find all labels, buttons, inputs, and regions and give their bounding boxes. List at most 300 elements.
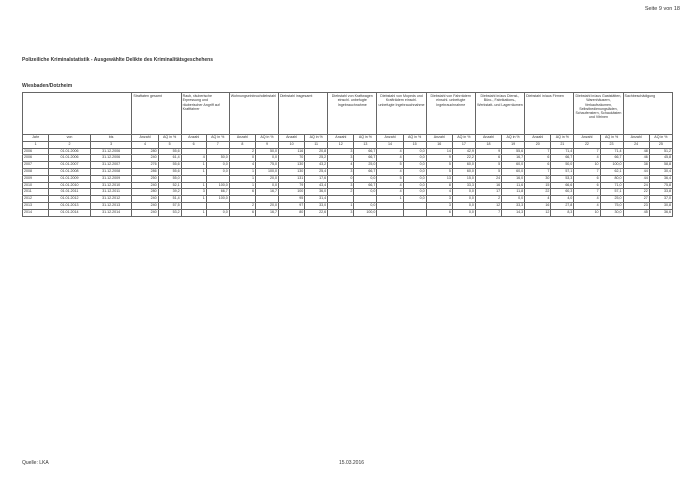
column-number-cell: 21 (551, 141, 574, 148)
column-number-cell: 15 (403, 141, 426, 148)
value-cell (328, 196, 354, 203)
value-cell: 8,3 (551, 209, 574, 216)
value-cell: 0,0 (206, 162, 229, 169)
value-cell: 66,7 (354, 182, 377, 189)
table-row (23, 168, 673, 175)
subheader-cell: Anzahl (623, 135, 649, 142)
subheader-cell: AQ in % (305, 135, 328, 142)
column-number-cell: 6 (181, 141, 206, 148)
value-cell: 5 (377, 175, 403, 182)
value-cell: 30,0 (600, 209, 623, 216)
value-cell: 1 (181, 168, 206, 175)
date-to-cell: 31.12.2010 (90, 182, 132, 189)
table-row (23, 175, 673, 182)
column-number-cell: 8 (229, 141, 255, 148)
value-cell: 4 (377, 182, 403, 189)
value-cell: 95 (278, 196, 304, 203)
year-cell: 2006 (23, 155, 49, 162)
date-from-cell: 01.01.2013 (49, 202, 91, 209)
header-cell: Diebstahl in/aus Firmen (525, 93, 574, 135)
value-cell: 240 (132, 209, 158, 216)
value-cell: 71,0 (600, 182, 623, 189)
value-cell: 5 (475, 168, 501, 175)
value-cell: 75,8 (649, 182, 672, 189)
value-cell: 6 (525, 155, 551, 162)
value-cell: 6 (574, 175, 600, 182)
value-cell: 0,0 (403, 196, 426, 203)
header-cell: Diebstahl in/aus Gaststätten, Warenhäusern, Verkaufsräumen, Selbstbedienungsläden, Schaufenstern, Schaukästen und Vitrinen (574, 93, 623, 135)
value-cell: 31,4 (305, 196, 328, 203)
value-cell: 71,4 (600, 148, 623, 155)
date-to-cell: 31.12.2009 (90, 175, 132, 182)
date-from-cell: 01.01.2007 (49, 162, 91, 169)
column-number-cell: 1 (23, 141, 49, 148)
value-cell: 36,6 (649, 209, 672, 216)
value-cell: 11,8 (502, 189, 525, 196)
value-cell: 23 (623, 202, 649, 209)
value-cell: 57,5 (158, 202, 181, 209)
value-cell: 6 (475, 155, 501, 162)
value-cell: 80 (278, 209, 304, 216)
value-cell: 3 (426, 196, 452, 203)
value-cell: 27 (623, 196, 649, 203)
value-cell: 22,6 (305, 209, 328, 216)
value-cell: 0,0 (403, 189, 426, 196)
value-cell: 30,4 (649, 168, 672, 175)
value-cell: 50,0 (206, 155, 229, 162)
value-cell (377, 209, 403, 216)
year-cell: 2014 (23, 209, 49, 216)
value-cell (206, 175, 229, 182)
value-cell: 0,0 (452, 202, 475, 209)
subheader-cell: Anzahl (525, 135, 551, 142)
table-row (23, 155, 673, 162)
column-number-cell: 18 (475, 141, 501, 148)
value-cell: 5 (377, 162, 403, 169)
date-to-cell: 31.12.2012 (90, 196, 132, 203)
column-number-cell: 13 (354, 141, 377, 148)
value-cell: 45 (623, 209, 649, 216)
value-cell: 0,0 (255, 182, 278, 189)
value-cell: 1 (229, 182, 255, 189)
value-cell: 7 (475, 209, 501, 216)
column-number-cell: 11 (305, 141, 328, 148)
value-cell: 53,3 (551, 175, 574, 182)
value-cell: 27,8 (551, 202, 574, 209)
table-row (23, 148, 673, 155)
print-date: 15.03.2016 (339, 460, 365, 466)
subheader-row (23, 135, 673, 142)
value-cell: 44 (623, 168, 649, 175)
value-cell: 2 (328, 189, 354, 196)
value-cell (403, 202, 426, 209)
value-cell: 1 (181, 162, 206, 169)
column-number-cell: 23 (600, 141, 623, 148)
year-cell: 2010 (23, 182, 49, 189)
value-cell: 3 (181, 189, 206, 196)
value-cell: 38 (623, 162, 649, 169)
date-to-cell: 31.12.2008 (90, 168, 132, 175)
value-cell: 2 (475, 196, 501, 203)
value-cell: 0,0 (206, 209, 229, 216)
subheader-cell: AQ in % (255, 135, 278, 142)
subheader-cell: Anzahl (132, 135, 158, 142)
value-cell: 100,0 (600, 162, 623, 169)
value-cell: 7 (574, 189, 600, 196)
value-cell: 43,2 (305, 162, 328, 169)
value-cell: 4 (377, 168, 403, 175)
value-cell: 55,0 (158, 175, 181, 182)
value-cell: 66,7 (600, 155, 623, 162)
value-cell: 60,3 (551, 189, 574, 196)
header-cell: Diebstahl von Mopeds und Krafträdern einschl. unbefugte Ingebrauchnahme (377, 93, 426, 135)
column-number-cell: 16 (426, 141, 452, 148)
value-cell: 66,7 (354, 168, 377, 175)
value-cell: 25,0 (354, 162, 377, 169)
value-cell: 9 (426, 155, 452, 162)
subheader-cell: Anzahl (181, 135, 206, 142)
value-cell: 116 (278, 148, 304, 155)
value-cell: 6 (574, 182, 600, 189)
subheader-cell: Anzahl (328, 135, 354, 142)
value-cell: 30,8 (649, 202, 672, 209)
value-cell: 66,7 (551, 155, 574, 162)
column-number-cell: 3 (90, 141, 132, 148)
value-cell (181, 202, 206, 209)
value-cell: 22 (623, 189, 649, 196)
header-blank (23, 93, 132, 135)
value-cell: 0,0 (354, 189, 377, 196)
value-cell: 60,0 (502, 162, 525, 169)
value-cell: 46 (623, 155, 649, 162)
value-cell: 66,6 (551, 182, 574, 189)
value-cell: 0,0 (403, 155, 426, 162)
table-row (23, 162, 673, 169)
header-cell: Diebstahl von Fahrrädern einschl. unbefugte Ingebrauchnahme (426, 93, 475, 135)
value-cell: 16,7 (502, 155, 525, 162)
value-cell: 37,0 (649, 196, 672, 203)
value-cell: 22 (525, 189, 551, 196)
document-title: Polizeiliche Kriminalstatistik - Ausgewählte Delikte des Kriminalitätsgeschehens (22, 57, 213, 63)
header-cell: Diebstahl in/aus Dienst-, Büro-, Fabrikations-, Werkstatt- und Lagerräumen (475, 93, 524, 135)
value-cell: 45,8 (649, 155, 672, 162)
value-cell: 55,6 (158, 148, 181, 155)
value-cell: 13 (426, 175, 452, 182)
statistics-table (22, 92, 673, 217)
value-cell: 16,0 (502, 175, 525, 182)
value-cell: 4,0 (551, 196, 574, 203)
value-cell: 280 (132, 189, 158, 196)
value-cell: 250 (132, 175, 158, 182)
column-number-cell: 9 (255, 141, 278, 148)
date-from-cell: 01.01.2009 (49, 175, 91, 182)
value-cell: 4 (377, 189, 403, 196)
value-cell: 6 (426, 209, 452, 216)
value-cell: 42,9 (452, 148, 475, 155)
year-cell: 2007 (23, 162, 49, 169)
value-cell: 1 (181, 196, 206, 203)
value-cell: 6 (525, 162, 551, 169)
value-cell: 12 (475, 202, 501, 209)
value-cell: 52,1 (158, 182, 181, 189)
value-cell: 100,0 (206, 196, 229, 203)
value-cell: 4 (181, 155, 206, 162)
value-cell: 33,3 (452, 182, 475, 189)
value-cell: 15 (525, 182, 551, 189)
column-number-cell: 2 (49, 141, 91, 148)
subheader-cell: AQ in % (452, 135, 475, 142)
year-cell: 2008 (23, 168, 49, 175)
value-cell: 51,2 (649, 148, 672, 155)
value-cell: 75,0 (600, 202, 623, 209)
table-row (23, 182, 673, 189)
date-from-cell: 01.01.2014 (49, 209, 91, 216)
column-number-cell: 22 (574, 141, 600, 148)
value-cell: 14 (426, 148, 452, 155)
year-cell: 2012 (23, 196, 49, 203)
value-cell: 97 (278, 202, 304, 209)
value-cell: 8 (426, 182, 452, 189)
value-cell: 39,2 (158, 189, 181, 196)
value-cell: 286 (132, 168, 158, 175)
value-cell: 10 (574, 162, 600, 169)
year-cell: 2013 (23, 202, 49, 209)
subheader-cell: AQ in % (600, 135, 623, 142)
value-cell: 55,6 (502, 148, 525, 155)
column-number-row (23, 141, 673, 148)
column-number-cell: 20 (525, 141, 551, 148)
value-cell: 0,0 (452, 189, 475, 196)
value-cell: 50,0 (551, 162, 574, 169)
column-number-cell: 25 (649, 141, 672, 148)
value-cell: 4 (229, 162, 255, 169)
date-to-cell: 31.12.2013 (90, 202, 132, 209)
value-cell: 1 (229, 168, 255, 175)
value-cell: 2 (229, 202, 255, 209)
value-cell: 20,0 (255, 202, 278, 209)
date-from-cell: 01.01.2011 (49, 189, 91, 196)
value-cell: 0,0 (452, 209, 475, 216)
subheader-cell: AQ in % (354, 135, 377, 142)
value-cell: 1 (229, 175, 255, 182)
table-row (23, 189, 673, 196)
subheader-cell: Jahr (23, 135, 49, 142)
subheader-cell: AQ in % (403, 135, 426, 142)
date-from-cell: 01.01.2012 (49, 196, 91, 203)
date-from-cell: 01.01.2006 (49, 155, 91, 162)
column-number-cell: 12 (328, 141, 354, 148)
value-cell: 3 (328, 168, 354, 175)
value-cell: 100,0 (206, 182, 229, 189)
value-cell: 24 (475, 175, 501, 182)
table-row (23, 209, 673, 216)
value-cell: 6 (229, 189, 255, 196)
value-cell: 24 (623, 182, 649, 189)
value-cell: 7 (574, 168, 600, 175)
value-cell: 60,0 (452, 162, 475, 169)
value-cell (403, 209, 426, 216)
value-cell (181, 175, 206, 182)
header-row (23, 93, 673, 135)
value-cell: 20,8 (305, 148, 328, 155)
subheader-cell: AQ in % (551, 135, 574, 142)
header-cell: Straftaten gesamt (132, 93, 181, 135)
value-cell: 5 (426, 168, 452, 175)
date-to-cell: 31.12.2014 (90, 209, 132, 216)
value-cell: 4 (525, 196, 551, 203)
value-cell: 55,6 (158, 168, 181, 175)
value-cell: 79 (278, 182, 304, 189)
value-cell: 43,4 (305, 182, 328, 189)
value-cell: 4 (574, 202, 600, 209)
value-cell: 0,0 (403, 168, 426, 175)
value-cell: 240 (132, 196, 158, 203)
value-cell: 12 (525, 209, 551, 216)
value-cell: 36,0 (305, 189, 328, 196)
value-cell: 1 (181, 209, 206, 216)
year-cell: 2009 (23, 175, 49, 182)
date-to-cell: 31.12.2006 (90, 148, 132, 155)
value-cell: 240 (132, 182, 158, 189)
value-cell: 0,0 (354, 175, 377, 182)
header-cell: Raub, räuberische Erpressung und räuberischer Angriff auf Kraftfahrer (181, 93, 229, 135)
value-cell: 4 (328, 162, 354, 169)
value-cell: 66,7 (206, 189, 229, 196)
subheader-cell: Anzahl (426, 135, 452, 142)
header-cell: Diebstahl insgesamt (278, 93, 327, 135)
value-cell: 70 (278, 155, 304, 162)
date-from-cell: 01.01.2008 (49, 168, 91, 175)
value-cell: 17,6 (305, 175, 328, 182)
value-cell: 66,7 (354, 155, 377, 162)
column-number-cell: 5 (158, 141, 181, 148)
value-cell: 66,7 (354, 148, 377, 155)
value-cell: 75,0 (255, 162, 278, 169)
value-cell (377, 202, 403, 209)
year-cell: 2011 (23, 189, 49, 196)
page-number: Seite 9 von 18 (644, 6, 680, 12)
column-number-cell: 10 (278, 141, 304, 148)
value-cell: 0,0 (206, 168, 229, 175)
value-cell: 6 (229, 209, 255, 216)
value-cell: 0,0 (354, 202, 377, 209)
value-cell: 55,6 (158, 162, 181, 169)
value-cell: 3 (328, 209, 354, 216)
value-cell: 0 (229, 155, 255, 162)
header-cell: Wohnungseinbruchdiebstahl (229, 93, 278, 135)
value-cell: 36,4 (649, 175, 672, 182)
table-row (23, 202, 673, 209)
value-cell: 80,0 (600, 175, 623, 182)
value-cell: 61,4 (158, 155, 181, 162)
value-cell: 7 (574, 148, 600, 155)
value-cell: 48 (623, 148, 649, 155)
date-from-cell: 01.01.2010 (49, 182, 91, 189)
column-number-cell: 24 (623, 141, 649, 148)
value-cell: 5 (475, 162, 501, 169)
value-cell (354, 196, 377, 203)
value-cell: 3 (328, 155, 354, 162)
date-to-cell: 31.12.2007 (90, 162, 132, 169)
value-cell (229, 196, 255, 203)
value-cell: 130 (278, 168, 304, 175)
value-cell: 240 (132, 155, 158, 162)
subheader-cell: AQ in % (649, 135, 672, 142)
value-cell: 280 (132, 148, 158, 155)
column-number-cell: 4 (132, 141, 158, 148)
value-cell: 4 (574, 196, 600, 203)
value-cell: 71,4 (551, 148, 574, 155)
value-cell: 62,1 (600, 168, 623, 175)
value-cell: 14,3 (502, 209, 525, 216)
value-cell: 5 (426, 162, 452, 169)
value-cell: 17 (475, 189, 501, 196)
value-cell: 0,0 (255, 155, 278, 162)
subheader-cell: Anzahl (377, 135, 403, 142)
value-cell: 0,0 (502, 196, 525, 203)
value-cell: 16,7 (255, 189, 278, 196)
value-cell: 0,0 (452, 196, 475, 203)
subheader-cell: bis (90, 135, 132, 142)
value-cell: 131 (278, 175, 304, 182)
value-cell: 16,7 (255, 209, 278, 216)
value-cell: 50,0 (255, 148, 278, 155)
value-cell (181, 148, 206, 155)
subheader-cell: Anzahl (278, 135, 304, 142)
value-cell: 20,0 (255, 175, 278, 182)
value-cell: 1 (181, 182, 206, 189)
date-to-cell: 31.12.2011 (90, 189, 132, 196)
source-note: Quelle: LKA (22, 460, 49, 466)
value-cell (255, 196, 278, 203)
subheader-cell: Anzahl (574, 135, 600, 142)
value-cell: 44 (623, 175, 649, 182)
value-cell: 1 (377, 196, 403, 203)
value-cell: 9 (475, 148, 501, 155)
header-cell: Diebstahl von Kraftwagen einschl. unbefugte Ingebrauchnahme (328, 93, 377, 135)
value-cell: 25,0 (600, 196, 623, 203)
date-from-cell: 01.01.2006 (49, 148, 91, 155)
column-number-cell: 7 (206, 141, 229, 148)
subheader-cell: von (49, 135, 91, 142)
subheader-cell: Anzahl (475, 135, 501, 142)
subheader-cell: AQ in % (158, 135, 181, 142)
value-cell: 7 (525, 168, 551, 175)
value-cell: 4 (377, 155, 403, 162)
value-cell: 4 (574, 155, 600, 162)
value-cell: 16 (525, 202, 551, 209)
value-cell: 0,0 (403, 182, 426, 189)
value-cell: 58,8 (649, 162, 672, 169)
table-row (23, 196, 673, 203)
value-cell: 0,0 (403, 162, 426, 169)
header-cell: Sachbeschädigung (623, 93, 672, 135)
value-cell: 3 (328, 148, 354, 155)
value-cell: 25,4 (305, 168, 328, 175)
value-cell: 22,2 (452, 155, 475, 162)
value-cell: 100 (278, 189, 304, 196)
value-cell: 240 (132, 202, 158, 209)
year-cell: 2006 (23, 148, 49, 155)
column-number-cell: 17 (452, 141, 475, 148)
value-cell: 10 (574, 209, 600, 216)
subheader-cell: AQ in % (502, 135, 525, 142)
value-cell: 1 (328, 202, 354, 209)
value-cell: 33,0 (305, 202, 328, 209)
subheader-cell: AQ in % (206, 135, 229, 142)
value-cell: 15,0 (452, 175, 475, 182)
value-cell: 11,6 (502, 182, 525, 189)
